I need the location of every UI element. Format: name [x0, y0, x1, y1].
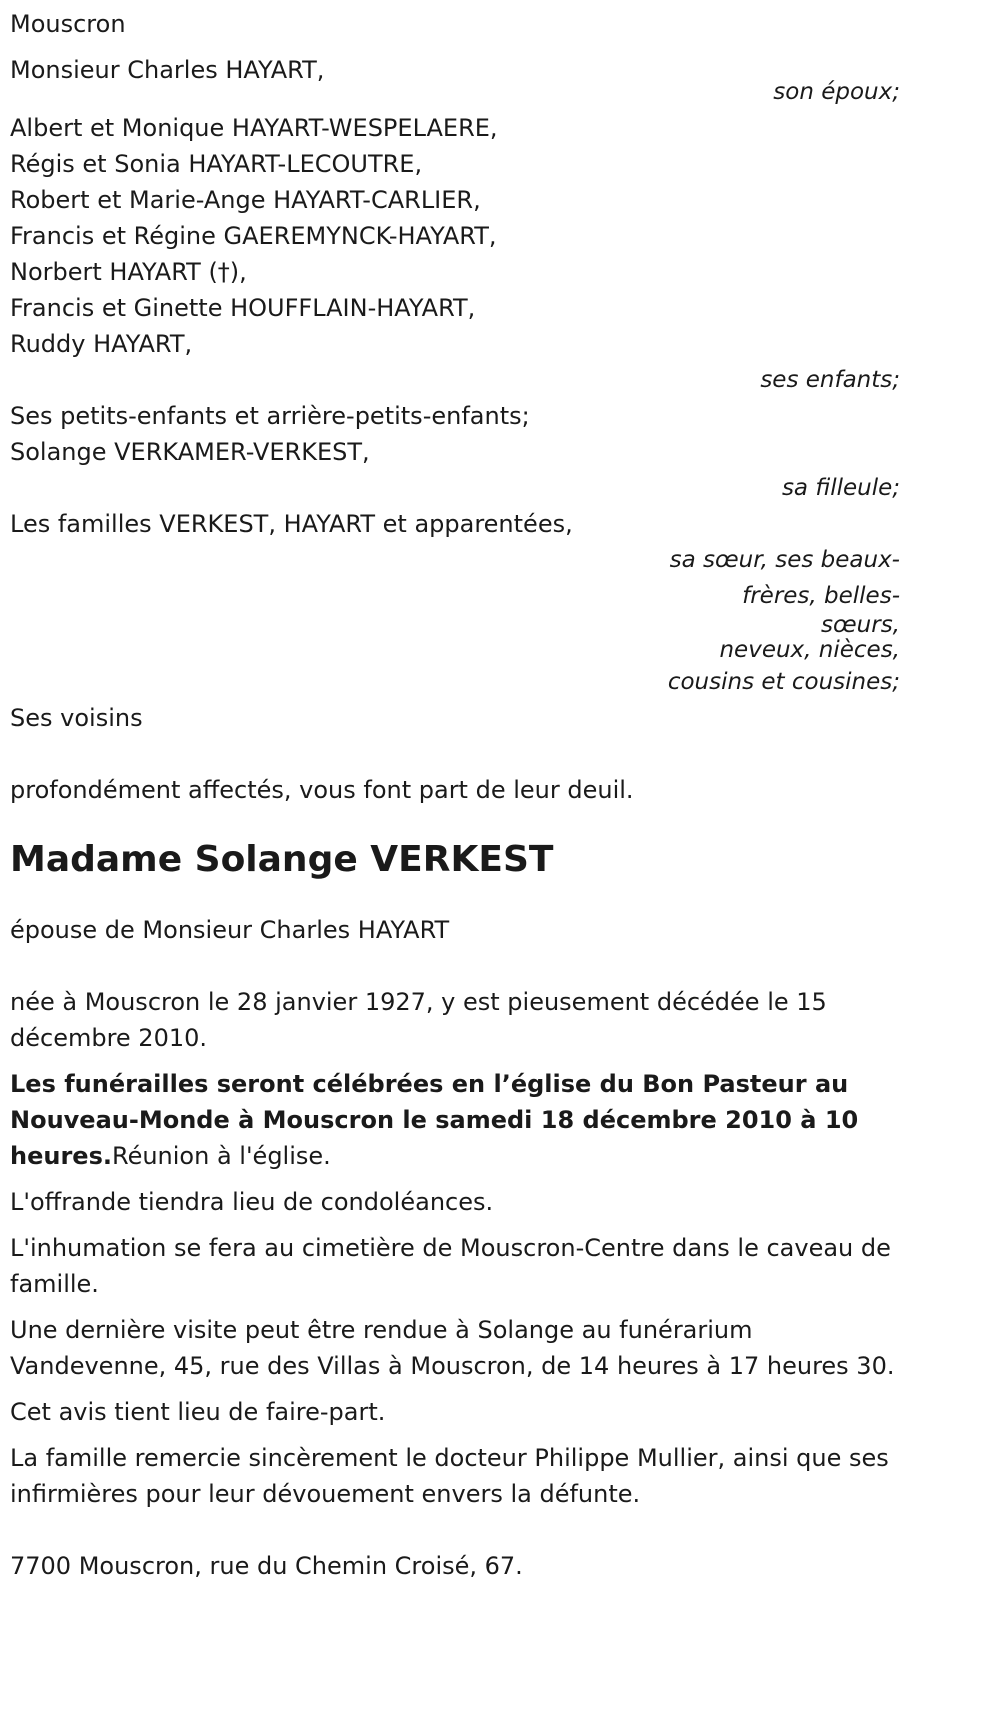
obituary-notice	[10, 0, 900, 1584]
spouse-relation: son époux;	[773, 79, 900, 105]
children-relation: ses enfants;	[760, 367, 900, 393]
families-relation-3: sœurs,	[821, 612, 900, 638]
families-name: Les familles VERKEST, HAYART et apparentées,	[10, 510, 573, 538]
grandchildren: Ses petits-enfants et arrière-petits-enfants;	[10, 402, 530, 430]
burial: L'inhumation se fera au cimetière de Mouscron-Centre dans le caveau de famille.	[10, 1234, 891, 1298]
spouse-name: Monsieur Charles HAYART,	[10, 56, 325, 84]
families-relation-2: frères, belles-	[742, 583, 900, 609]
families-relation-4: neveux, nièces,	[719, 637, 900, 663]
announcement: profondément affectés, vous font part de leur deuil.	[10, 776, 634, 804]
child-3: Robert et Marie-Ange HAYART-CARLIER,	[10, 186, 481, 214]
funeral-gathering: Réunion à l'église.	[111, 1142, 331, 1170]
goddaughter-name: Solange VERKAMER-VERKEST,	[10, 438, 370, 466]
address: 7700 Mouscron, rue du Chemin Croisé, 67.	[10, 1552, 523, 1580]
visit: Une dernière visite peut être rendue à Solange au funérarium Vandevenne, 45, rue des Villas à Mouscron, de 14 heures à 17 heures 30.	[10, 1316, 895, 1380]
child-6: Francis et Ginette HOUFFLAIN-HAYART,	[10, 294, 476, 322]
birth-death: née à Mouscron le 28 janvier 1927, y est pieusement décédée le 15 décembre 2010.	[10, 988, 827, 1052]
deceased-spouse: épouse de Monsieur Charles HAYART	[10, 916, 450, 944]
thanks: La famille remercie sincèrement le docteur Philippe Mullier, ainsi que ses infirmières pour leur dévouement envers la défunte.	[10, 1444, 889, 1508]
offering: L'offrande tiendra lieu de condoléances.	[10, 1188, 494, 1216]
families-relation-5: cousins et cousines;	[667, 669, 900, 695]
child-2: Régis et Sonia HAYART-LECOUTRE,	[10, 150, 423, 178]
deceased-name: Madame Solange VERKEST	[10, 839, 554, 880]
city: Mouscron	[10, 10, 126, 38]
neighbours: Ses voisins	[10, 704, 143, 732]
funeral-paragraph	[10, 1066, 900, 1174]
child-5: Norbert HAYART (†),	[10, 258, 247, 286]
notice: Cet avis tient lieu de faire-part.	[10, 1398, 386, 1426]
families-relation-1: sa sœur, ses beaux-	[669, 547, 900, 573]
child-7: Ruddy HAYART,	[10, 330, 193, 358]
goddaughter-relation: sa filleule;	[781, 475, 900, 501]
funeral-details: Les funérailles seront célébrées en l’église du Bon Pasteur au Nouveau-Monde à Mouscron le samedi 18 décembre 2010 à 10 heures.	[10, 1070, 859, 1170]
child-1: Albert et Monique HAYART-WESPELAERE,	[10, 114, 498, 142]
child-4: Francis et Régine GAEREMYNCK-HAYART,	[10, 222, 497, 250]
